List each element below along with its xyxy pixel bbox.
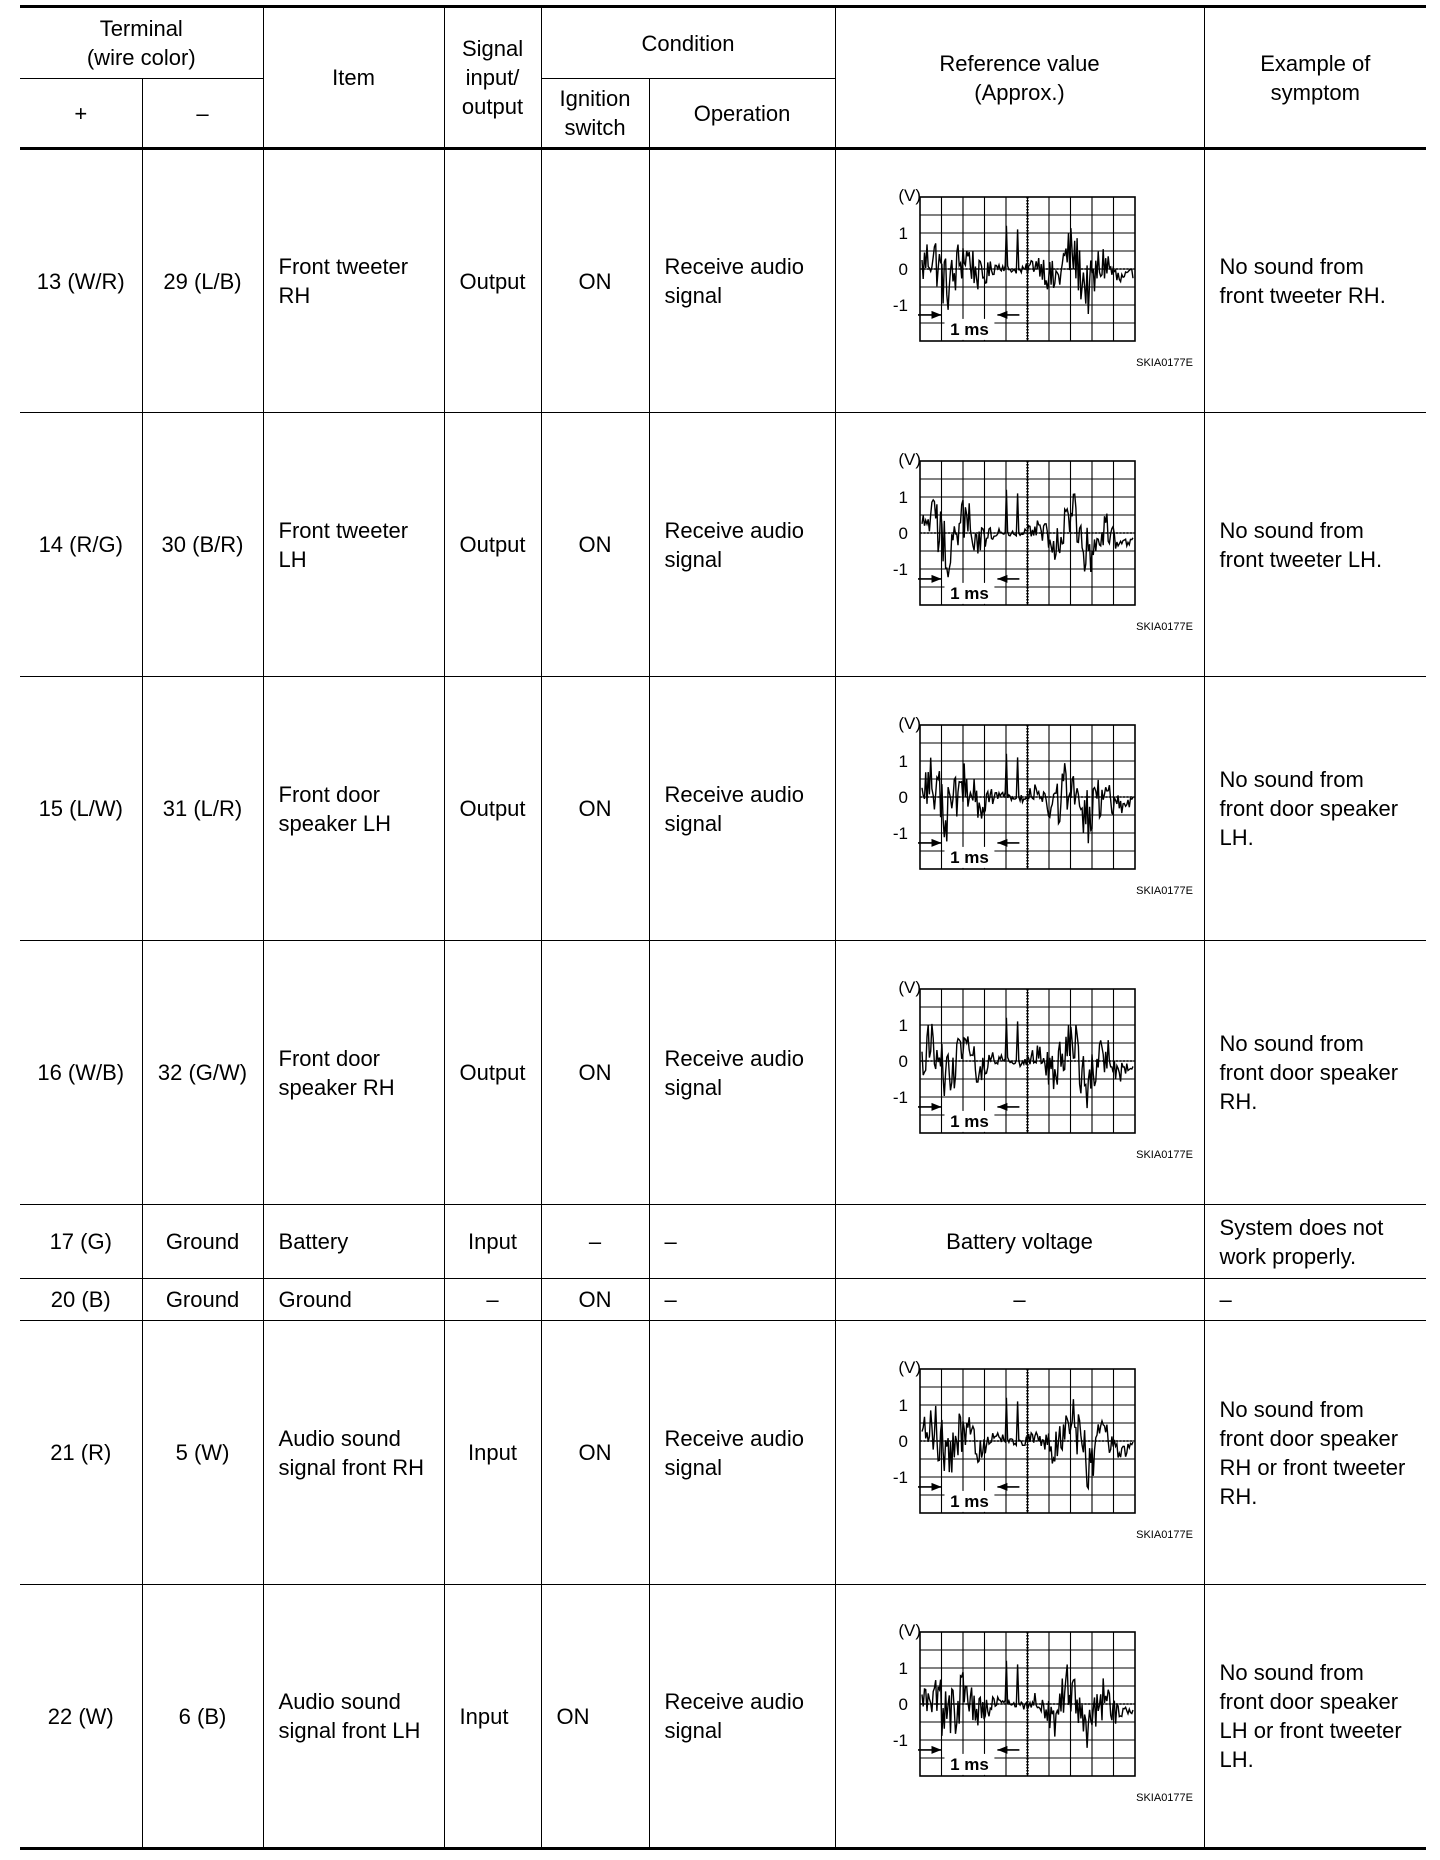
operation-cell — [649, 1585, 835, 1849]
scope-time-label: 1 ms — [949, 583, 989, 603]
figure-code: SKIA0177E — [1135, 1528, 1193, 1541]
scope-y-tick: 1 — [898, 1395, 908, 1415]
table-row — [20, 1321, 1426, 1585]
signal-io: Output — [459, 532, 526, 557]
symptom-cell — [1204, 941, 1426, 1205]
minus-header — [142, 79, 263, 149]
scope-time-label: 1 ms — [949, 1111, 989, 1131]
terminal-minus-cell — [142, 677, 263, 941]
table-row — [20, 941, 1426, 1205]
condition-header — [541, 7, 835, 79]
operation: Receive audio signal — [664, 1045, 804, 1100]
ignition-switch-cell — [541, 941, 649, 1205]
terminal-minus-cell — [142, 1279, 263, 1321]
table-row — [20, 149, 1426, 413]
signal-io: Output — [459, 268, 526, 294]
ignition-switch-cell — [541, 677, 649, 941]
terminal-plus-cell — [20, 941, 142, 1205]
oscilloscope-waveform — [870, 1606, 1193, 1826]
item-name: Front tweeter RH — [278, 254, 409, 308]
condition-header-label: Condition — [641, 30, 735, 56]
scope-y-tick: -1 — [892, 1087, 908, 1107]
reference-value-cell — [835, 941, 1204, 1205]
terminal-reference-document — [20, 5, 1426, 1850]
terminal-minus: 30 (B/R) — [161, 532, 244, 557]
ignition-switch: – — [588, 1229, 602, 1254]
terminal-plus-cell — [20, 413, 142, 677]
reference-value-cell — [835, 1585, 1204, 1849]
ignition-switch: ON — [578, 796, 612, 821]
scope-y-tick: 1 — [898, 1015, 908, 1035]
operation: Receive audio signal — [664, 517, 804, 572]
plus-header — [20, 79, 142, 149]
terminal-plus: 20 (B) — [50, 1287, 111, 1312]
terminal-minus-cell — [142, 413, 263, 677]
item-name-cell — [263, 1205, 444, 1279]
item-name: Front door speaker LH — [278, 781, 392, 836]
symptom-cell — [1204, 1585, 1426, 1849]
item-name-cell — [263, 149, 444, 413]
plus-header-label: + — [74, 100, 88, 126]
ignition-switch: ON — [578, 1287, 612, 1312]
signal-io: Output — [459, 1060, 526, 1085]
scope-unit-label: (V) — [897, 713, 921, 733]
ignition-switch-cell — [541, 1585, 649, 1849]
table-row — [20, 1279, 1426, 1321]
ignition-switch: ON — [556, 1703, 590, 1729]
ignition-switch: ON — [578, 532, 612, 557]
operation: Receive audio signal — [664, 1425, 804, 1480]
item-name-cell — [263, 413, 444, 677]
item-name-cell — [263, 941, 444, 1205]
terminal-header-label: Terminal (wire color) — [86, 16, 196, 70]
ignition-switch-cell — [541, 1279, 649, 1321]
terminal-plus: 16 (W/B) — [37, 1060, 125, 1085]
reference-header — [835, 7, 1204, 149]
symptom: System does not work properly. — [1219, 1214, 1384, 1269]
scope-time-label: 1 ms — [949, 319, 989, 339]
ignition-header-label: Ignition switch — [559, 86, 631, 140]
figure-code: SKIA0177E — [1135, 884, 1193, 897]
operation-header — [649, 79, 835, 149]
operation: Receive audio signal — [664, 254, 804, 308]
terminal-plus: 21 (R) — [50, 1440, 112, 1465]
operation: – — [664, 1229, 677, 1254]
scope-y-tick: -1 — [892, 1731, 908, 1750]
item-name: Front door speaker RH — [278, 1045, 395, 1100]
operation-cell — [649, 677, 835, 941]
symptom-cell — [1204, 1205, 1426, 1279]
terminal-plus-cell — [20, 1205, 142, 1279]
scope-y-tick: -1 — [892, 1467, 908, 1487]
signal-io-cell — [444, 1205, 541, 1279]
operation: – — [664, 1287, 677, 1312]
reference-header-label: Reference value (Approx.) — [939, 50, 1100, 105]
symptom: No sound from front door speaker LH or front tweeter LH. — [1219, 1660, 1402, 1772]
reference-value-cell — [835, 1279, 1204, 1321]
figure-code: SKIA0177E — [1135, 1148, 1193, 1161]
item-name-cell — [263, 1279, 444, 1321]
operation-cell — [649, 941, 835, 1205]
item-name-cell — [263, 1585, 444, 1849]
item-name-cell — [263, 677, 444, 941]
symptom: No sound from front door speaker RH. — [1219, 1031, 1399, 1114]
symptom: – — [1219, 1287, 1232, 1312]
oscilloscope-waveform — [870, 1343, 1193, 1563]
ignition-switch: ON — [578, 1440, 612, 1465]
signal-io: Output — [459, 796, 526, 821]
scope-unit-label: (V) — [897, 186, 921, 205]
scope-y-tick: -1 — [892, 559, 908, 579]
reference-value: Battery voltage — [946, 1229, 1093, 1254]
terminal-minus: 31 (L/R) — [162, 796, 243, 821]
item-name: Battery — [278, 1229, 349, 1254]
oscilloscope-waveform — [870, 699, 1193, 919]
terminal-header — [20, 7, 263, 79]
reference-value-cell — [835, 1205, 1204, 1279]
signal-io: – — [486, 1287, 499, 1312]
scope-y-tick: 1 — [898, 224, 908, 243]
terminal-table — [20, 5, 1426, 1850]
terminal-plus: 17 (G) — [49, 1229, 112, 1254]
scope-y-tick: 1 — [898, 487, 908, 507]
terminal-minus-cell — [142, 1585, 263, 1849]
operation: Receive audio signal — [664, 781, 804, 836]
item-header — [263, 7, 444, 149]
scope-y-tick: 0 — [898, 1051, 908, 1071]
reference-value: – — [1013, 1287, 1026, 1312]
operation: Receive audio signal — [664, 1689, 804, 1743]
signal-io-cell — [444, 1279, 541, 1321]
table-row — [20, 413, 1426, 677]
symptom-header — [1204, 7, 1426, 149]
symptom-header-label: Example of symptom — [1260, 50, 1371, 105]
scope-y-tick: -1 — [892, 823, 908, 843]
item-name-cell — [263, 1321, 444, 1585]
item-name: Front tweeter LH — [278, 517, 409, 572]
scope-y-tick: -1 — [892, 296, 908, 315]
terminal-minus: Ground — [165, 1229, 240, 1254]
symptom: No sound from front door speaker LH. — [1219, 767, 1399, 850]
table-body — [20, 149, 1426, 1849]
signal-io-cell — [444, 413, 541, 677]
item-name: Audio sound signal front LH — [278, 1689, 421, 1743]
signal-io-header-label: Signal input/ output — [461, 36, 524, 119]
terminal-minus-cell — [142, 1321, 263, 1585]
symptom-cell — [1204, 1321, 1426, 1585]
reference-value-cell — [835, 413, 1204, 677]
symptom: No sound from front tweeter RH. — [1219, 254, 1386, 308]
scope-y-tick: 0 — [898, 1431, 908, 1451]
figure-code: SKIA0177E — [1135, 1792, 1193, 1804]
terminal-plus-cell — [20, 1585, 142, 1849]
terminal-minus: 5 (W) — [175, 1440, 230, 1465]
reference-value-cell — [835, 149, 1204, 413]
signal-io-cell — [444, 677, 541, 941]
signal-io-cell — [444, 1321, 541, 1585]
terminal-minus: 6 (B) — [178, 1703, 227, 1729]
terminal-minus-cell — [142, 1205, 263, 1279]
ignition-switch: ON — [578, 1060, 612, 1085]
terminal-minus: Ground — [165, 1287, 240, 1312]
signal-io: Input — [468, 1229, 517, 1254]
symptom-cell — [1204, 413, 1426, 677]
symptom: No sound from front door speaker RH or front tweeter RH. — [1219, 1396, 1406, 1509]
scope-y-tick: 0 — [898, 1695, 908, 1714]
oscilloscope-waveform — [870, 963, 1193, 1183]
terminal-minus: 29 (L/B) — [163, 268, 242, 294]
operation-header-label: Operation — [693, 100, 791, 126]
scope-time-label: 1 ms — [949, 1491, 989, 1511]
terminal-plus: 14 (R/G) — [38, 532, 123, 557]
item-header-label: Item — [332, 65, 375, 90]
terminal-minus: 32 (G/W) — [157, 1060, 248, 1085]
scope-time-label: 1 ms — [949, 847, 989, 867]
terminal-plus: 22 (W) — [47, 1703, 114, 1729]
scope-unit-label: (V) — [897, 977, 921, 997]
ignition-switch-cell — [541, 1321, 649, 1585]
scope-unit-label: (V) — [897, 1621, 921, 1640]
minus-header-label: – — [196, 100, 209, 126]
terminal-minus-cell — [142, 941, 263, 1205]
scope-y-tick: 1 — [898, 751, 908, 771]
scope-y-tick: 1 — [898, 1659, 908, 1678]
ignition-header — [541, 79, 649, 149]
symptom-cell — [1204, 1279, 1426, 1321]
terminal-plus-cell — [20, 677, 142, 941]
ignition-switch-cell — [541, 413, 649, 677]
scope-y-tick: 0 — [898, 260, 908, 279]
terminal-plus-cell — [20, 149, 142, 413]
operation-cell — [649, 149, 835, 413]
figure-code: SKIA0177E — [1135, 620, 1193, 633]
scope-unit-label: (V) — [897, 1357, 921, 1377]
ignition-switch-cell — [541, 1205, 649, 1279]
figure-code: SKIA0177E — [1135, 357, 1193, 369]
scope-y-tick: 0 — [898, 523, 908, 543]
symptom-cell — [1204, 149, 1426, 413]
operation-cell — [649, 1279, 835, 1321]
table-row — [20, 1205, 1426, 1279]
signal-io-cell — [444, 1585, 541, 1849]
signal-io-cell — [444, 149, 541, 413]
scope-time-label: 1 ms — [949, 1754, 989, 1774]
terminal-plus-cell — [20, 1321, 142, 1585]
table-row — [20, 677, 1426, 941]
scope-y-tick: 0 — [898, 787, 908, 807]
symptom-cell — [1204, 677, 1426, 941]
signal-io: Input — [459, 1703, 509, 1729]
terminal-plus: 15 (L/W) — [38, 796, 123, 821]
signal-io-header — [444, 7, 541, 149]
oscilloscope-waveform — [870, 435, 1193, 655]
reference-value-cell — [835, 677, 1204, 941]
terminal-plus-cell — [20, 1279, 142, 1321]
ignition-switch-cell — [541, 149, 649, 413]
oscilloscope-waveform — [870, 171, 1193, 391]
ignition-switch: ON — [578, 268, 612, 294]
table-row — [20, 1585, 1426, 1849]
operation-cell — [649, 413, 835, 677]
symptom: No sound from front tweeter LH. — [1219, 517, 1383, 572]
terminal-plus: 13 (W/R) — [36, 268, 125, 294]
signal-io: Input — [468, 1440, 517, 1465]
signal-io-cell — [444, 941, 541, 1205]
reference-value-cell — [835, 1321, 1204, 1585]
item-name: Ground — [278, 1287, 352, 1312]
terminal-minus-cell — [142, 149, 263, 413]
scope-unit-label: (V) — [897, 449, 921, 469]
item-name: Audio sound signal front RH — [278, 1425, 425, 1480]
operation-cell — [649, 1205, 835, 1279]
operation-cell — [649, 1321, 835, 1585]
